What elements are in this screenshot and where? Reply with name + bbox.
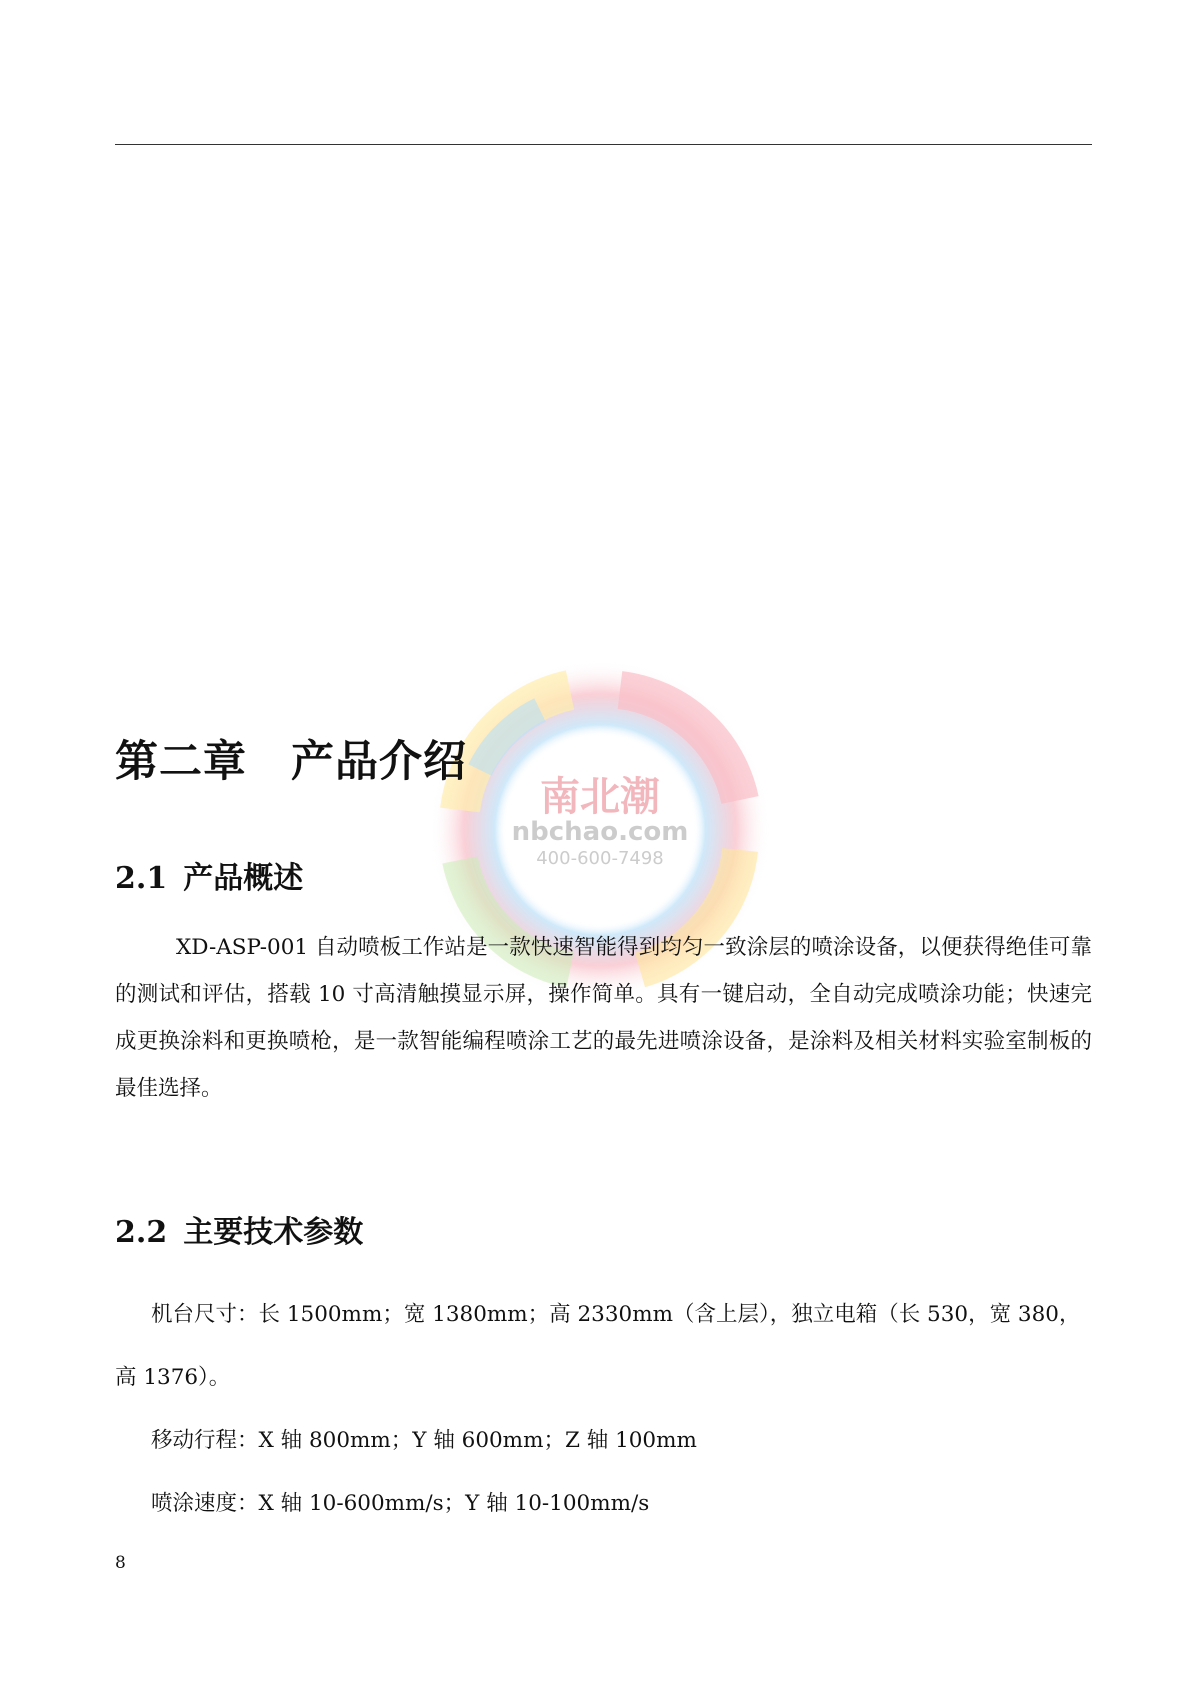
section-number: 2.2 (115, 1215, 168, 1250)
section-title: 主要技术参数 (183, 1215, 364, 1250)
overview-paragraph: XD-ASP-001 自动喷板工作站是一款快速智能得到均匀一致涂层的喷涂设备，以便获得绝佳可靠的测试和评估，搭载 10 寸高清触摸显示屏，操作简单。具有一键启动，全自动完成喷涂功能；快速完成更换涂料和更换喷枪，是一款智能编程喷涂工艺的最先进喷涂设备，是涂料及相关材料实验室制板的最佳选择。 (115, 935, 1092, 1101)
chapter-title: 产品介绍 (291, 737, 467, 787)
watermark-site: nbchao.com (511, 817, 689, 847)
section-title: 产品概述 (183, 861, 304, 896)
page-number: 8 (115, 1553, 126, 1573)
section-heading-overview (115, 853, 303, 897)
header-rule (115, 144, 1092, 145)
spec-speed: 喷涂速度：X 轴 10-600mm/s；Y 轴 10-100mm/s (151, 1491, 650, 1516)
watermark-brand: 南北潮 (540, 774, 660, 820)
spec-dimensions: 机台尺寸：长 1500mm；宽 1380mm；高 2330mm（含上层），独立电箱（长 530，宽 380，高 1376）。 (115, 1302, 1081, 1390)
spec-travel: 移动行程：X 轴 800mm；Y 轴 600mm；Z 轴 100mm (151, 1428, 697, 1453)
section-number: 2.1 (115, 861, 168, 896)
watermark-phone: 400-600-7498 (536, 848, 664, 869)
chapter-number: 第二章 (115, 737, 247, 787)
section-heading-specs (115, 1207, 363, 1251)
chapter-heading (115, 728, 467, 789)
